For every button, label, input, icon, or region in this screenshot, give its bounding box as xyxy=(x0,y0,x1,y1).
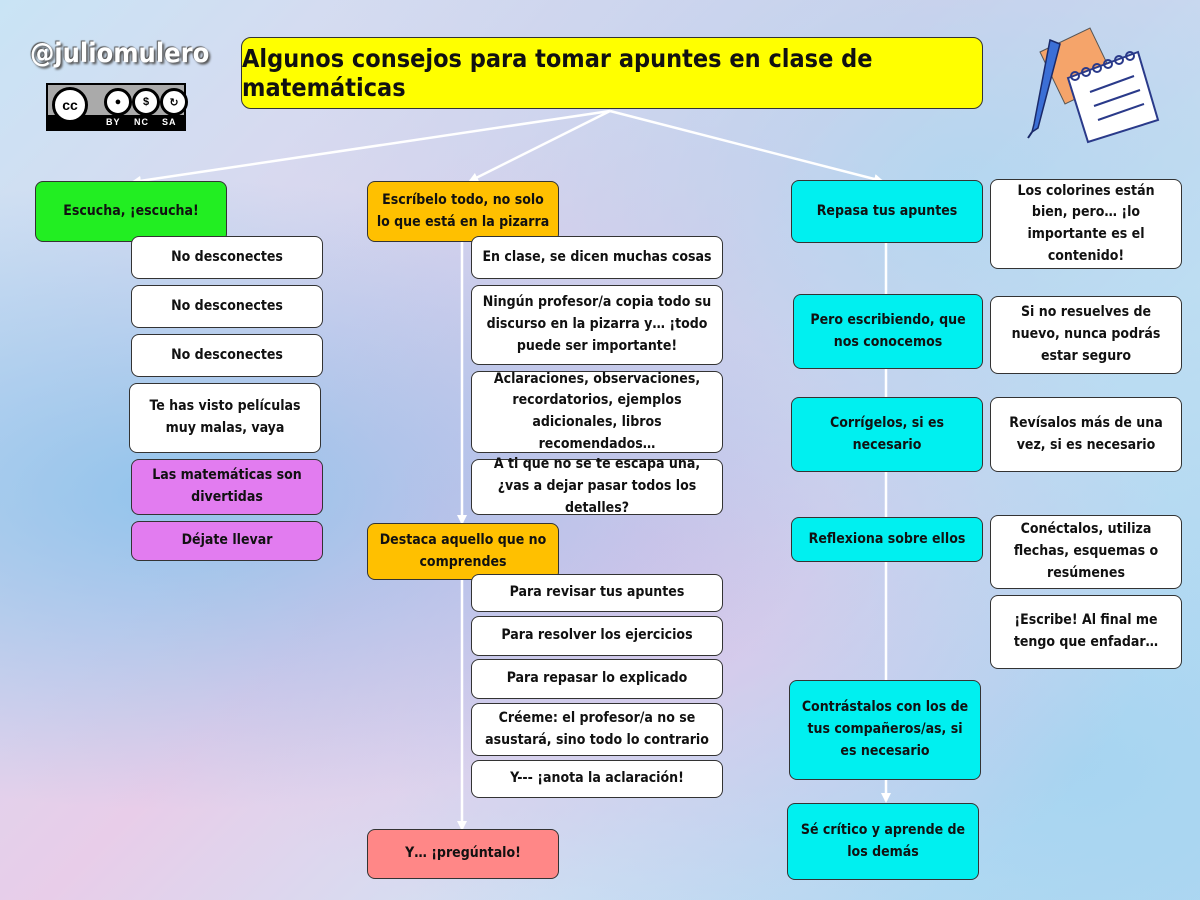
tip-no-disconnect-3: No desconectes xyxy=(131,334,323,377)
page-title: Algunos consejos para tomar apuntes en clase de matemáticas xyxy=(241,37,983,109)
noncommercial-icon: $ xyxy=(132,88,160,116)
note-colors: Los colorines están bien, pero… ¡lo importante es el contenido! xyxy=(990,179,1182,269)
note-review-twice: Revísalos más de una vez, si es necesario xyxy=(990,397,1182,472)
tip-no-disconnect-1: No desconectes xyxy=(131,236,323,279)
tip-teacher-not-scared: Créeme: el profesor/a no se asustará, sino todo lo contrario xyxy=(471,703,723,756)
sharealike-icon: ↻ xyxy=(160,88,188,116)
tip-let-go: Déjate llevar xyxy=(131,521,323,561)
tip-review-notes: Para revisar tus apuntes xyxy=(471,574,723,612)
notebook-pen-icon xyxy=(1020,20,1180,145)
tip-details: A ti que no se te escapa una, ¿vas a dejar pasar todos los detalles? xyxy=(471,459,723,515)
write-all-box: Escríbelo todo, no solo lo que está en la pizarra xyxy=(367,181,559,242)
step-compare: Contrástalos con los de tus compañeros/as, si es necesario xyxy=(789,680,981,780)
tip-no-teacher-copies: Ningún profesor/a copia todo su discurso en la pizarra y… ¡todo puede ser importante! xyxy=(471,285,723,365)
cc-icon: cc xyxy=(52,87,88,123)
tip-note-clarification: Y--- ¡anota la aclaración! xyxy=(471,760,723,798)
step-critical: Sé crítico y aprende de los demás xyxy=(787,803,979,880)
arrow-title-to-review xyxy=(610,111,882,181)
note-resolve: Si no resuelves de nuevo, nunca podrás estar seguro xyxy=(990,296,1182,374)
attribution-icon: ● xyxy=(104,88,132,116)
tip-go-over: Para repasar lo explicado xyxy=(471,659,723,699)
ask-box: Y… ¡pregúntalo! xyxy=(367,829,559,879)
author-handle: @juliomulero xyxy=(30,38,210,69)
note-connect: Conéctalos, utiliza flechas, esquemas o resúmenes xyxy=(990,515,1182,589)
note-write: ¡Escribe! Al final me tengo que enfadar… xyxy=(990,595,1182,669)
listen-box: Escucha, ¡escucha! xyxy=(35,181,227,242)
cc-license-badge xyxy=(46,83,186,131)
review-notes-box: Repasa tus apuntes xyxy=(791,180,983,243)
tip-bad-movies: Te has visto películas muy malas, vaya xyxy=(129,383,321,453)
tip-solve-exercises: Para resolver los ejercicios xyxy=(471,616,723,656)
step-writing: Pero escribiendo, que nos conocemos xyxy=(793,294,983,369)
step-correct: Corrígelos, si es necesario xyxy=(791,397,983,472)
tip-clarifications: Aclaraciones, observaciones, recordatorios, ejemplos adicionales, libros recomendados… xyxy=(471,371,723,453)
tip-many-things: En clase, se dicen muchas cosas xyxy=(471,236,723,279)
license-by: BY xyxy=(106,117,121,127)
tip-math-fun: Las matemáticas son divertidas xyxy=(131,459,323,515)
highlight-box: Destaca aquello que no comprendes xyxy=(367,523,559,580)
license-sa: SA xyxy=(162,117,177,127)
step-reflect: Reflexiona sobre ellos xyxy=(791,517,983,562)
license-nc: NC xyxy=(134,117,149,127)
tip-no-disconnect-2: No desconectes xyxy=(131,285,323,328)
